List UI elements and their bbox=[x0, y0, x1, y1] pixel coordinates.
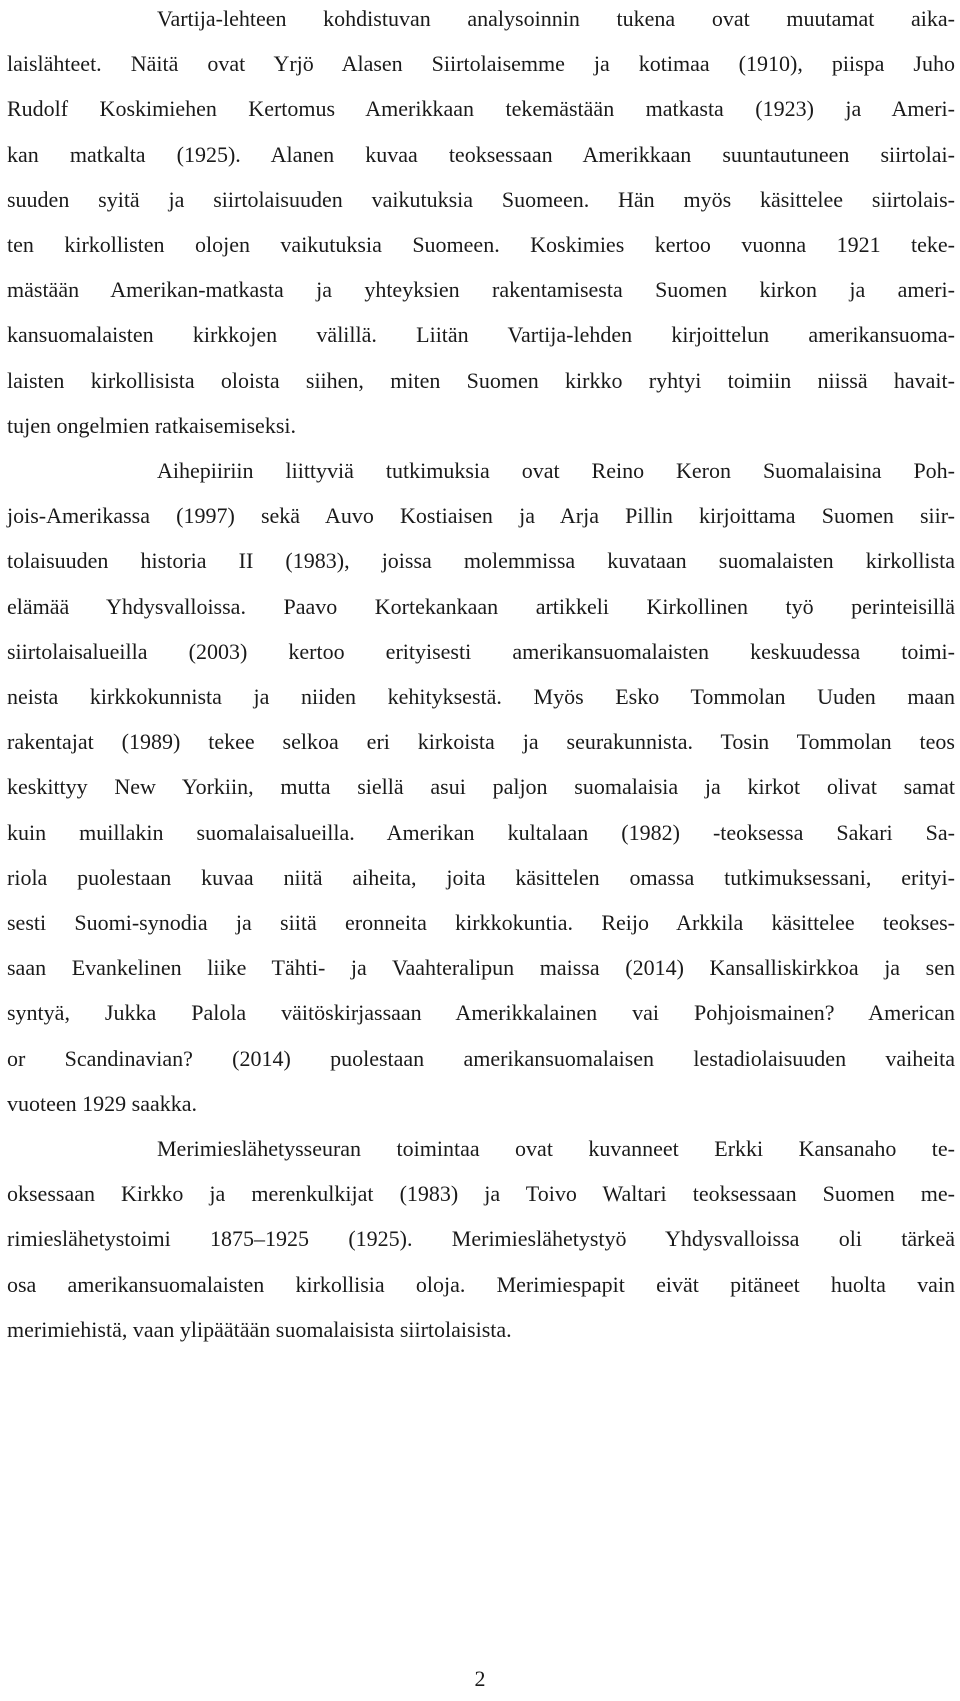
text-line: rakentajat (1989) tekee selkoa eri kirkoista ja seurakunnista. Tosin Tommolan teos bbox=[7, 729, 955, 755]
text-line: Vartija-lehteen kohdistuvan analysoinnin tukena ovat muutamat aika- bbox=[157, 6, 955, 31]
text-line: Merimieslähetysseuran toimintaa ovat kuvanneet Erkki Kansanaho te- bbox=[157, 1136, 955, 1162]
text-line: elämää Yhdysvalloissa. Paavo Kortekankaan artikkeli Kirkollinen työ perinteisillä bbox=[7, 593, 955, 619]
paragraph bbox=[7, 1126, 955, 1352]
text-line: merimiehistä, vaan ylipäätään suomalaisista siirtolaisista. bbox=[7, 1316, 512, 1342]
text-line: laislähteet. Näitä ovat Yrjö Alasen Siirtolaisemme ja kotimaa (1910), piispa Juho bbox=[7, 51, 955, 77]
text-line: laisten kirkollisista oloista siihen, miten Suomen kirkko ryhtyi toimiin niissä havait- bbox=[7, 367, 955, 393]
text-line: tolaisuuden historia II (1983), joissa molemmissa kuvataan suomalaisten kirkollista bbox=[7, 548, 955, 574]
text-line: rimieslähetystoimi 1875–1925 (1925). Merimieslähetystyö Yhdysvalloissa oli tärkeä bbox=[7, 1226, 955, 1252]
text-line: mästään Amerikan-matkasta ja yhteyksien rakentamisesta Suomen kirkon ja ameri- bbox=[7, 277, 955, 303]
text-line: kansuomalaisten kirkkojen välillä. Liitän Vartija-lehden kirjoittelun amerikansuoma- bbox=[7, 322, 955, 348]
text-line: ten kirkollisten olojen vaikutuksia Suomeen. Koskimies kertoo vuonna 1921 teke- bbox=[7, 232, 955, 258]
text-line: Aihepiiriin liittyviä tutkimuksia ovat Reino Keron Suomalaisina Poh- bbox=[157, 458, 955, 484]
body-text bbox=[7, 0, 955, 1352]
text-line: keskittyy New Yorkiin, mutta siellä asui paljon suomalaisia ja kirkot olivat samat bbox=[7, 774, 955, 800]
text-line: kuin muillakin suomalaisalueilla. Amerikan kultalaan (1982) -teoksessa Sakari Sa- bbox=[7, 819, 955, 845]
text-line: saan Evankelinen liike Tähti- ja Vaahteralipun maissa (2014) Kansalliskirkkoa ja sen bbox=[7, 955, 955, 981]
text-line: tujen ongelmien ratkaisemiseksi. bbox=[7, 412, 296, 438]
text-line: syntyä, Jukka Palola väitöskirjassaan Amerikkalainen vai Pohjoismainen? American bbox=[7, 1000, 955, 1026]
paragraph bbox=[7, 448, 955, 1126]
text-line: vuoteen 1929 saakka. bbox=[7, 1090, 197, 1116]
text-line: kan matkalta (1925). Alanen kuvaa teoksessaan Amerikkaan suuntautuneen siirtolai- bbox=[7, 141, 955, 167]
text-line: or Scandinavian? (2014) puolestaan amerikansuomalaisen lestadiolaisuuden vaiheita bbox=[7, 1045, 955, 1071]
text-line: oksessaan Kirkko ja merenkulkijat (1983) ja Toivo Waltari teoksessaan Suomen me- bbox=[7, 1181, 955, 1207]
text-line: riola puolestaan kuvaa niitä aiheita, joita käsittelen omassa tutkimuksessani, erityi- bbox=[7, 864, 955, 890]
paragraph bbox=[7, 0, 955, 448]
text-line: jois-Amerikassa (1997) sekä Auvo Kostiaisen ja Arja Pillin kirjoittama Suomen siir- bbox=[7, 503, 955, 529]
text-line: osa amerikansuomalaisten kirkollisia oloja. Merimiespapit eivät pitäneet huolta vain bbox=[7, 1271, 955, 1297]
text-line: neista kirkkokunnista ja niiden kehityksestä. Myös Esko Tommolan Uuden maan bbox=[7, 684, 955, 710]
text-line: siirtolaisalueilla (2003) kertoo erityisesti amerikansuomalaisten keskuudessa toimi- bbox=[7, 638, 955, 664]
text-line: Rudolf Koskimiehen Kertomus Amerikkaan tekemästään matkasta (1923) ja Ameri- bbox=[7, 96, 955, 122]
page-number: 2 bbox=[474, 1666, 486, 1691]
text-line: sesti Suomi-synodia ja siitä eronneita kirkkokuntia. Reijo Arkkila käsittelee teokses- bbox=[7, 910, 955, 936]
text-line: suuden syitä ja siirtolaisuuden vaikutuksia Suomeen. Hän myös käsittelee siirtolais- bbox=[7, 186, 955, 212]
